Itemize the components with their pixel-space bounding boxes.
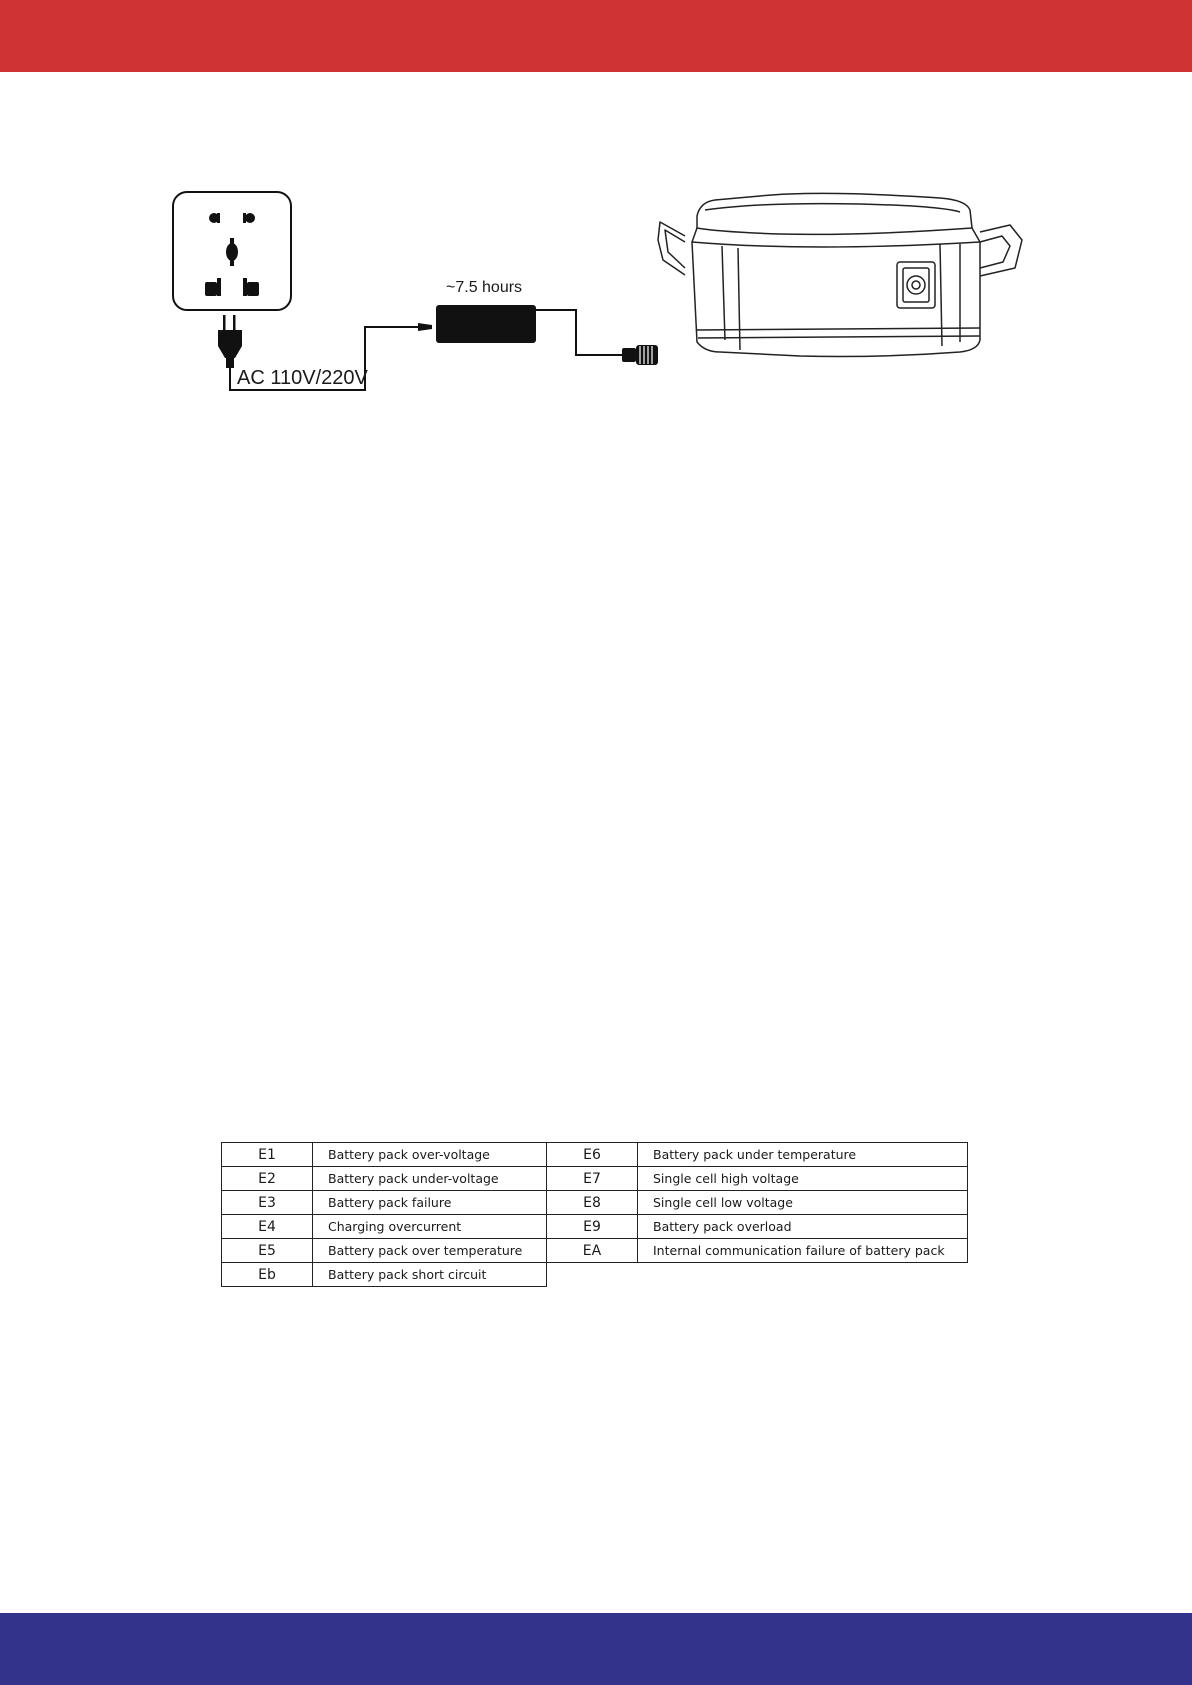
header-band [0,0,1192,72]
error-description: Battery pack over-voltage [313,1143,547,1167]
table-row [222,1143,968,1167]
error-code: E8 [547,1191,638,1215]
empty-cell [547,1263,638,1287]
dc-cable [536,310,622,355]
empty-cell [638,1263,968,1287]
error-description: Battery pack failure [313,1191,547,1215]
error-description: Battery pack overload [638,1215,968,1239]
table-row [222,1215,968,1239]
error-code: E4 [222,1215,313,1239]
error-code: E6 [547,1143,638,1167]
error-code: E2 [222,1167,313,1191]
error-code: Eb [222,1263,313,1287]
charge-time-label: ~7.5 hours [446,279,523,296]
error-code: E9 [547,1215,638,1239]
footer-band [0,1613,1192,1685]
error-code-table [221,1142,968,1287]
error-description: Internal communication failure of battery pack [638,1239,968,1263]
table-row [222,1263,968,1287]
error-code: E3 [222,1191,313,1215]
dc-connector-icon [622,345,658,365]
error-code: EA [547,1239,638,1263]
error-description: Single cell high voltage [638,1167,968,1191]
table-row [222,1239,968,1263]
charging-diagram [160,180,1060,410]
error-code: E7 [547,1167,638,1191]
power-adapter-icon [436,305,536,343]
error-description: Battery pack short circuit [313,1263,547,1287]
error-code: E5 [222,1239,313,1263]
error-description: Battery pack under temperature [638,1143,968,1167]
ac-plug-icon [218,315,242,368]
power-station-icon [658,193,1022,356]
error-description: Charging overcurrent [313,1215,547,1239]
error-description: Battery pack over temperature [313,1239,547,1263]
error-description: Battery pack under-voltage [313,1167,547,1191]
wall-outlet-icon [173,192,291,310]
table-row [222,1167,968,1191]
table-row [222,1191,968,1215]
error-code: E1 [222,1143,313,1167]
voltage-label: AC 110V/220V [237,367,368,389]
error-description: Single cell low voltage [638,1191,968,1215]
